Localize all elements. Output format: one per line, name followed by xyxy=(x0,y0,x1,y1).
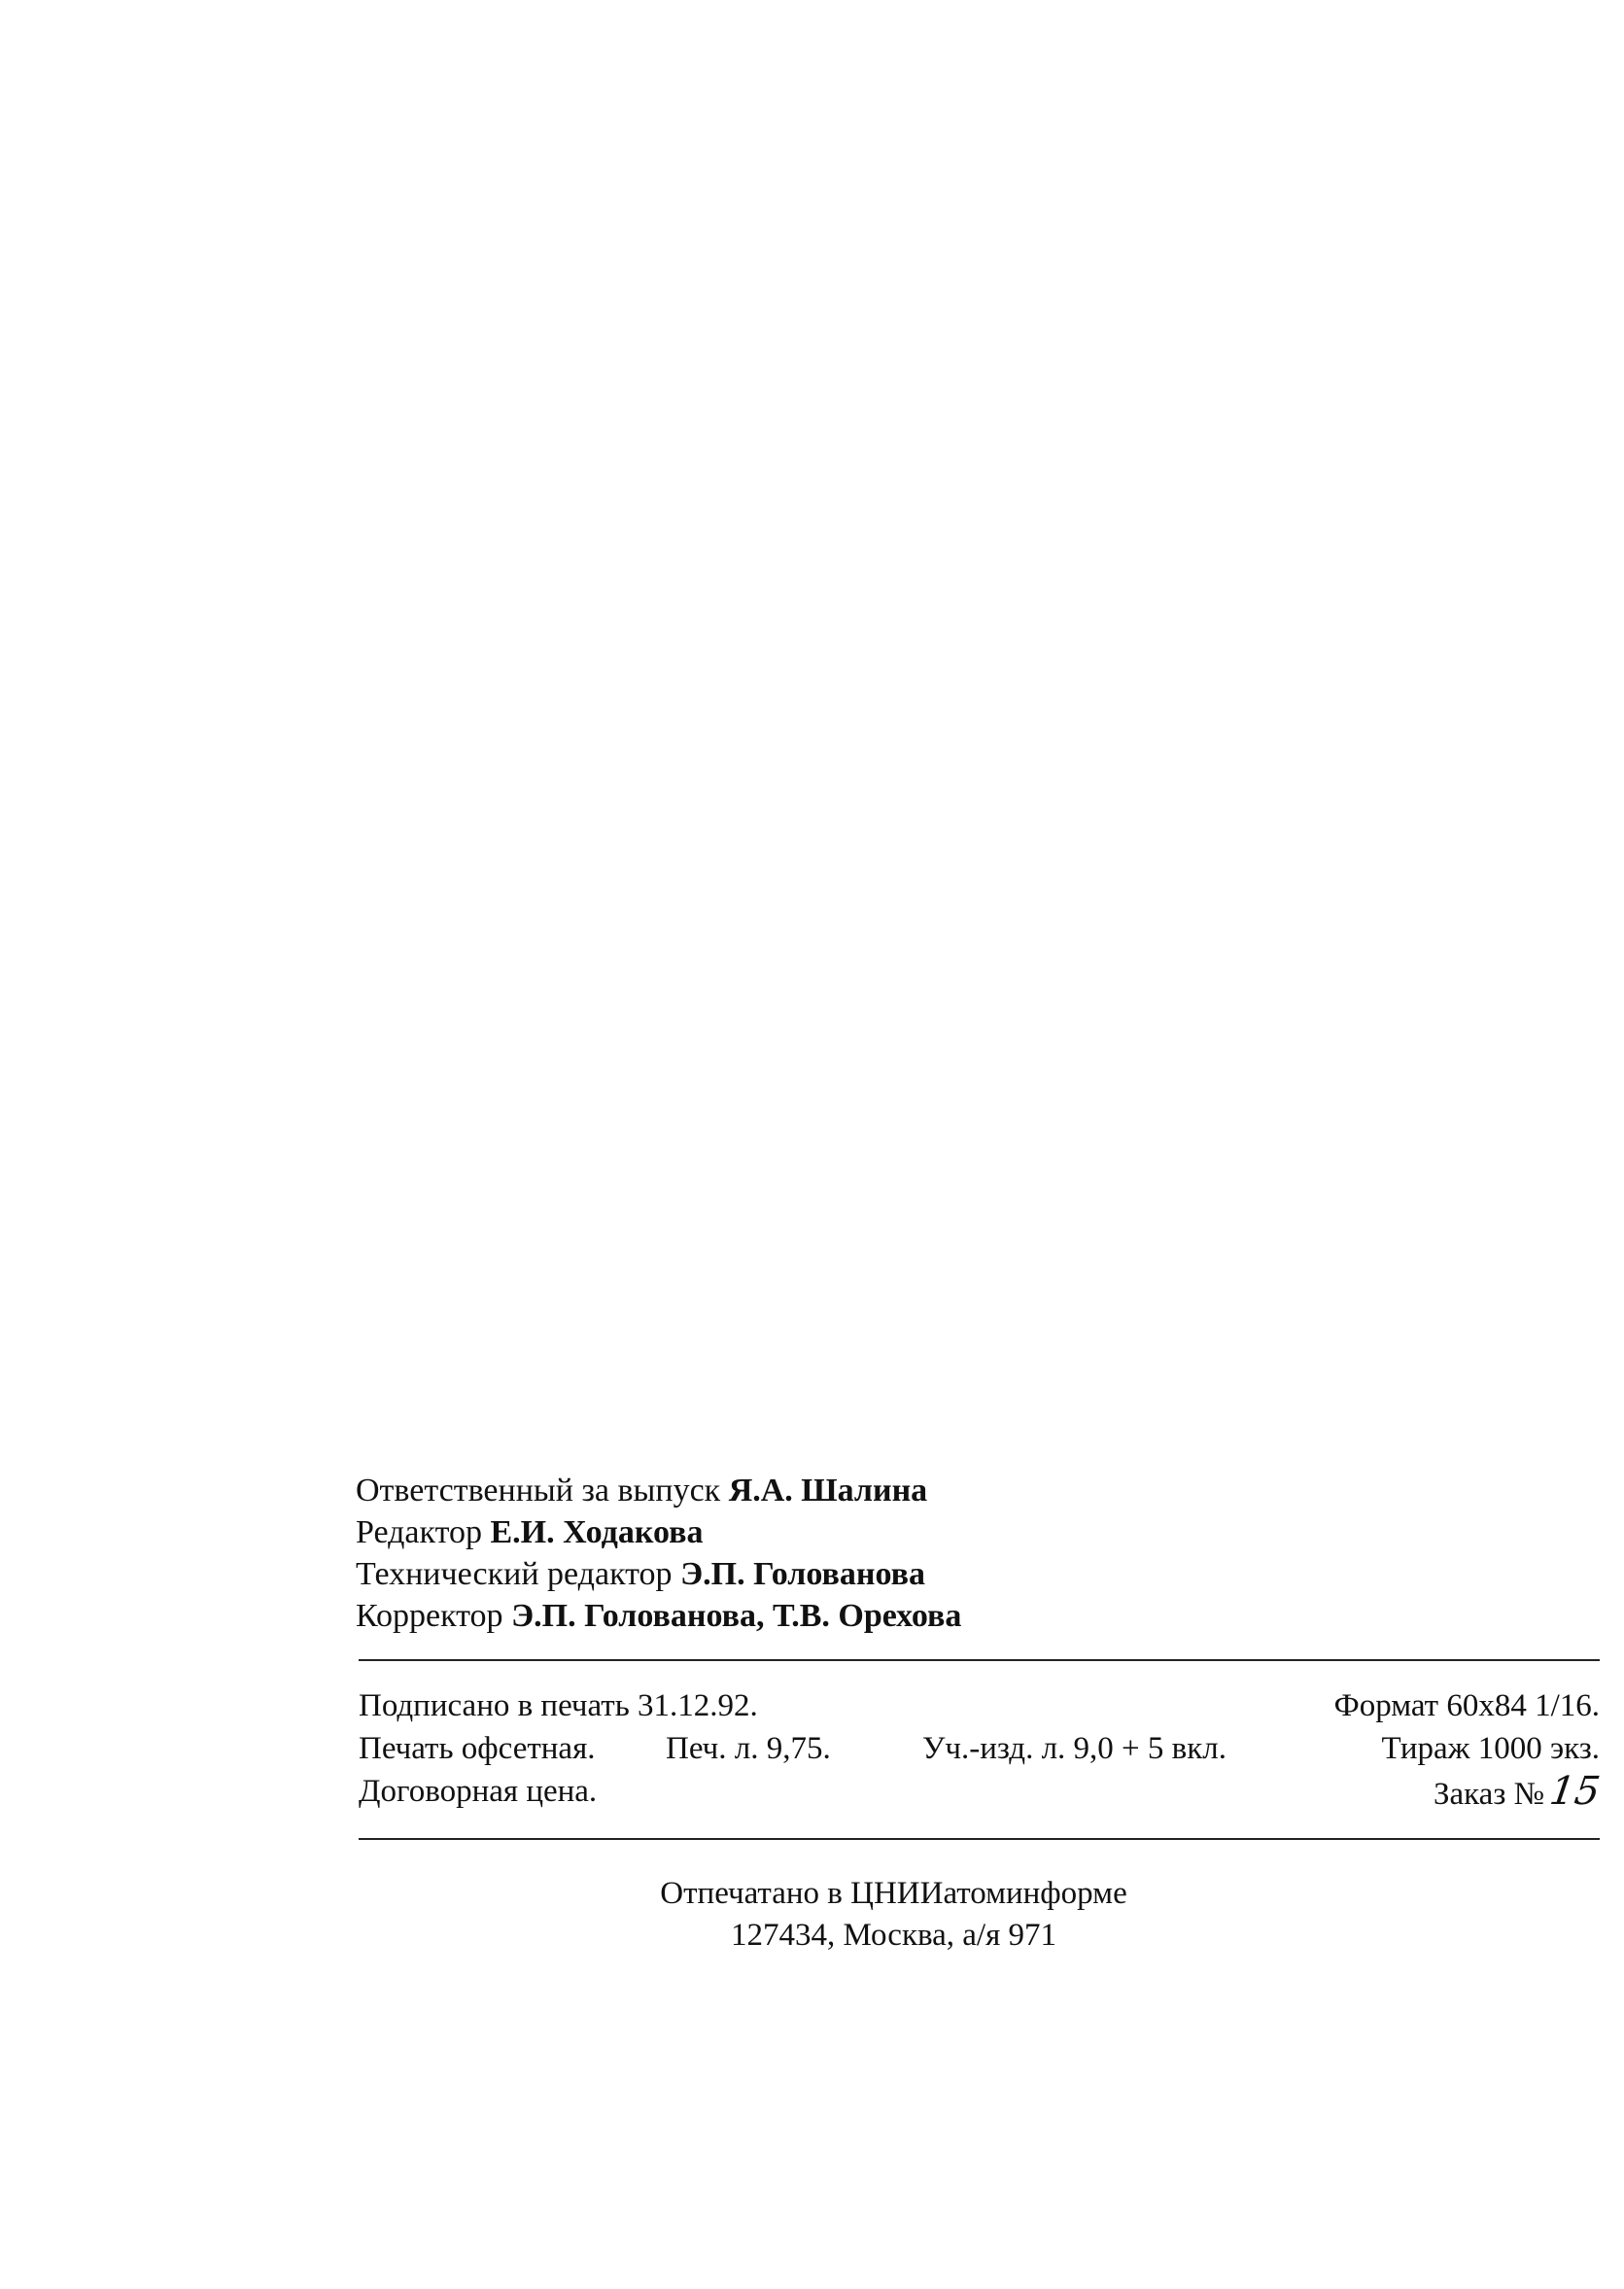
divider-top xyxy=(359,1659,1600,1661)
credits-block xyxy=(356,1470,1230,1637)
credit-technical-editor xyxy=(356,1553,1230,1595)
order xyxy=(1433,1769,1604,1816)
imprint-row-price xyxy=(359,1769,1604,1814)
signed-date: Подписано в печать 31.12.92. xyxy=(359,1688,758,1723)
credit-label: Корректор xyxy=(356,1598,512,1634)
imprint-block xyxy=(359,1684,1604,1814)
divider-bottom xyxy=(359,1838,1600,1840)
credit-label: Редактор xyxy=(356,1514,482,1550)
printer-address: 127434, Москва, а/я 971 xyxy=(730,1918,1057,1953)
credit-name: Е.И. Ходакова xyxy=(490,1514,704,1550)
credit-responsible xyxy=(356,1470,1230,1511)
printing-method: Печать офсетная. xyxy=(359,1731,596,1766)
printer-block xyxy=(0,1873,1624,1957)
printed-sheets: Печ. л. 9,75. xyxy=(666,1731,831,1766)
paper-format: Формат 60x84 1/16. xyxy=(1333,1688,1600,1723)
credit-name: Э.П. Голованова, Т.В. Орехова xyxy=(511,1598,962,1634)
credit-editor xyxy=(356,1511,1230,1553)
price: Договорная цена. xyxy=(359,1774,598,1809)
order-number-handwritten: 15 xyxy=(1546,1769,1604,1814)
circulation: Тираж 1000 экз. xyxy=(1381,1731,1600,1766)
order-label: Заказ № xyxy=(1433,1777,1545,1812)
imprint-row-printing xyxy=(359,1727,1600,1770)
credit-name: Э.П. Голованова xyxy=(680,1556,925,1592)
credit-label: Ответственный за выпуск xyxy=(356,1473,721,1509)
credit-label: Технический редактор xyxy=(356,1556,673,1592)
printer-name: Отпечатано в ЦНИИатоминформе xyxy=(660,1876,1127,1911)
imprint-row-signed xyxy=(359,1684,1600,1727)
publisher-sheets: Уч.-изд. л. 9,0 + 5 вкл. xyxy=(922,1731,1227,1766)
credit-name: Я.А. Шалина xyxy=(728,1473,928,1509)
credit-proofreader xyxy=(356,1595,1230,1637)
